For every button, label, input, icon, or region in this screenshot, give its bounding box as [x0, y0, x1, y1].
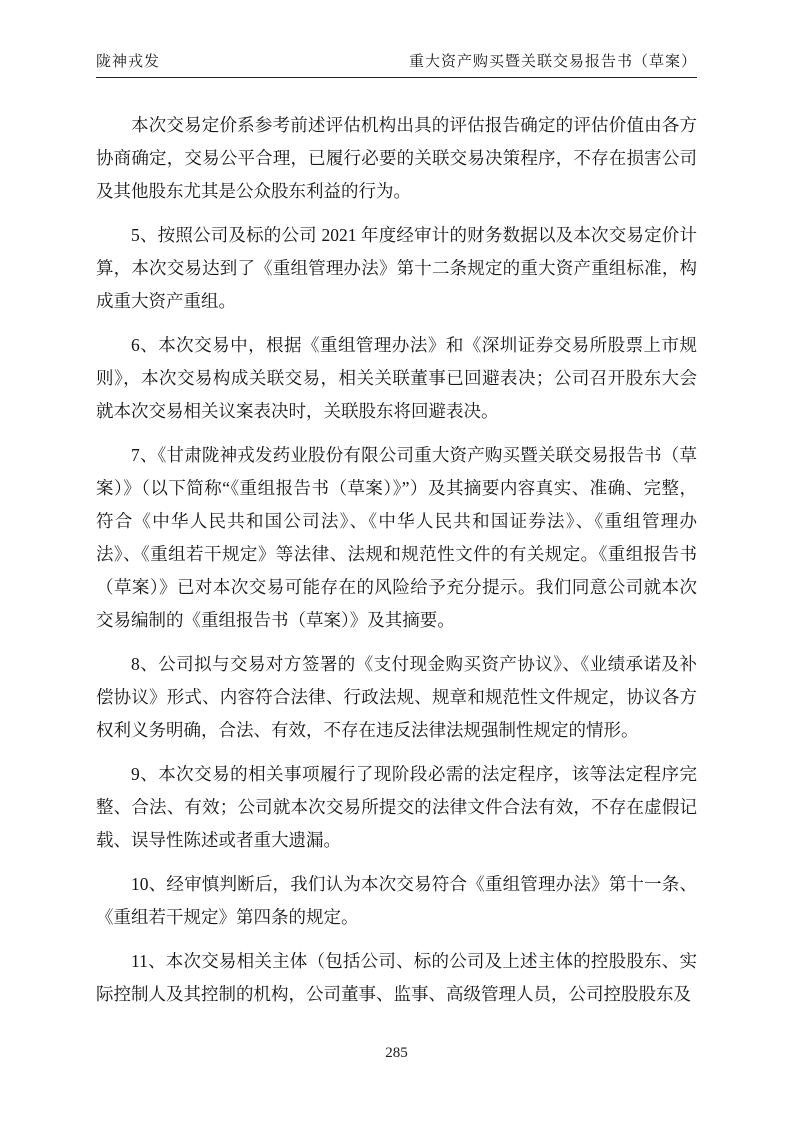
header-report-title: 重大资产购买暨关联交易报告书（草案） — [408, 54, 697, 70]
page-footer — [0, 1045, 793, 1062]
document-body — [96, 78, 697, 1011]
paragraph: 7、《甘肃陇神戎发药业股份有限公司重大资产购买暨关联交易报告书（草案）》（以下简称“《重组报告书（草案）》”）及其摘要内容真实、准确、完整，符合《中华人民共和国公司法》、《中华人民共和国证券法》、《重组管理办法》、《重组若干规定》等法律、法规和规范性文件的有关规定。《重组报告书（草案）》已对本次交易可能存在的风险给予充分提示。我们同意公司就本次交易编制的《重组报告书（草案）》及其摘要。 — [96, 445, 697, 630]
header-company-name: 陇神戎发 — [96, 54, 161, 70]
page-header — [96, 50, 697, 78]
paragraph: 5、按照公司及标的公司 2021 年度经审计的财务数据以及本次交易定价计算，本次交易达到了《重组管理办法》第十二条规定的重大资产重组标准，构成重大资产重组。 — [96, 225, 697, 311]
paragraph: 8、公司拟与交易对方签署的《支付现金购买资产协议》、《业绩承诺及补偿协议》形式、内容符合法律、行政法规、规章和规范性文件规定，协议各方权利义务明确，合法、有效，不存在违反法律法规强制性规定的情形。 — [96, 654, 697, 740]
paragraph: 11、本次交易相关主体（包括公司、标的公司及上述主体的控股股东、实际控制人及其控制的机构，公司董事、监事、高级管理人员，公司控股股东及 — [96, 951, 697, 1004]
paragraph: 10、经审慎判断后，我们认为本次交易符合《重组管理办法》第十一条、《重组若干规定》第四条的规定。 — [96, 874, 697, 927]
paragraph: 6、本次交易中，根据《重组管理办法》和《深圳证券交易所股票上市规则》，本次交易构成关联交易，相关关联董事已回避表决；公司召开股东大会就本次交易相关议案表决时，关联股东将回避表决。 — [96, 335, 697, 421]
paragraph: 本次交易定价系参考前述评估机构出具的评估报告确定的评估价值由各方协商确定，交易公平合理，已履行必要的关联交易决策程序，不存在损害公司及其他股东尤其是公众股东利益的行为。 — [96, 115, 697, 201]
paragraph: 9、本次交易的相关事项履行了现阶段必需的法定程序，该等法定程序完整、合法、有效；公司就本次交易所提交的法律文件合法有效，不存在虚假记载、误导性陈述或者重大遗漏。 — [96, 764, 697, 850]
page-number: 285 — [385, 1045, 408, 1061]
